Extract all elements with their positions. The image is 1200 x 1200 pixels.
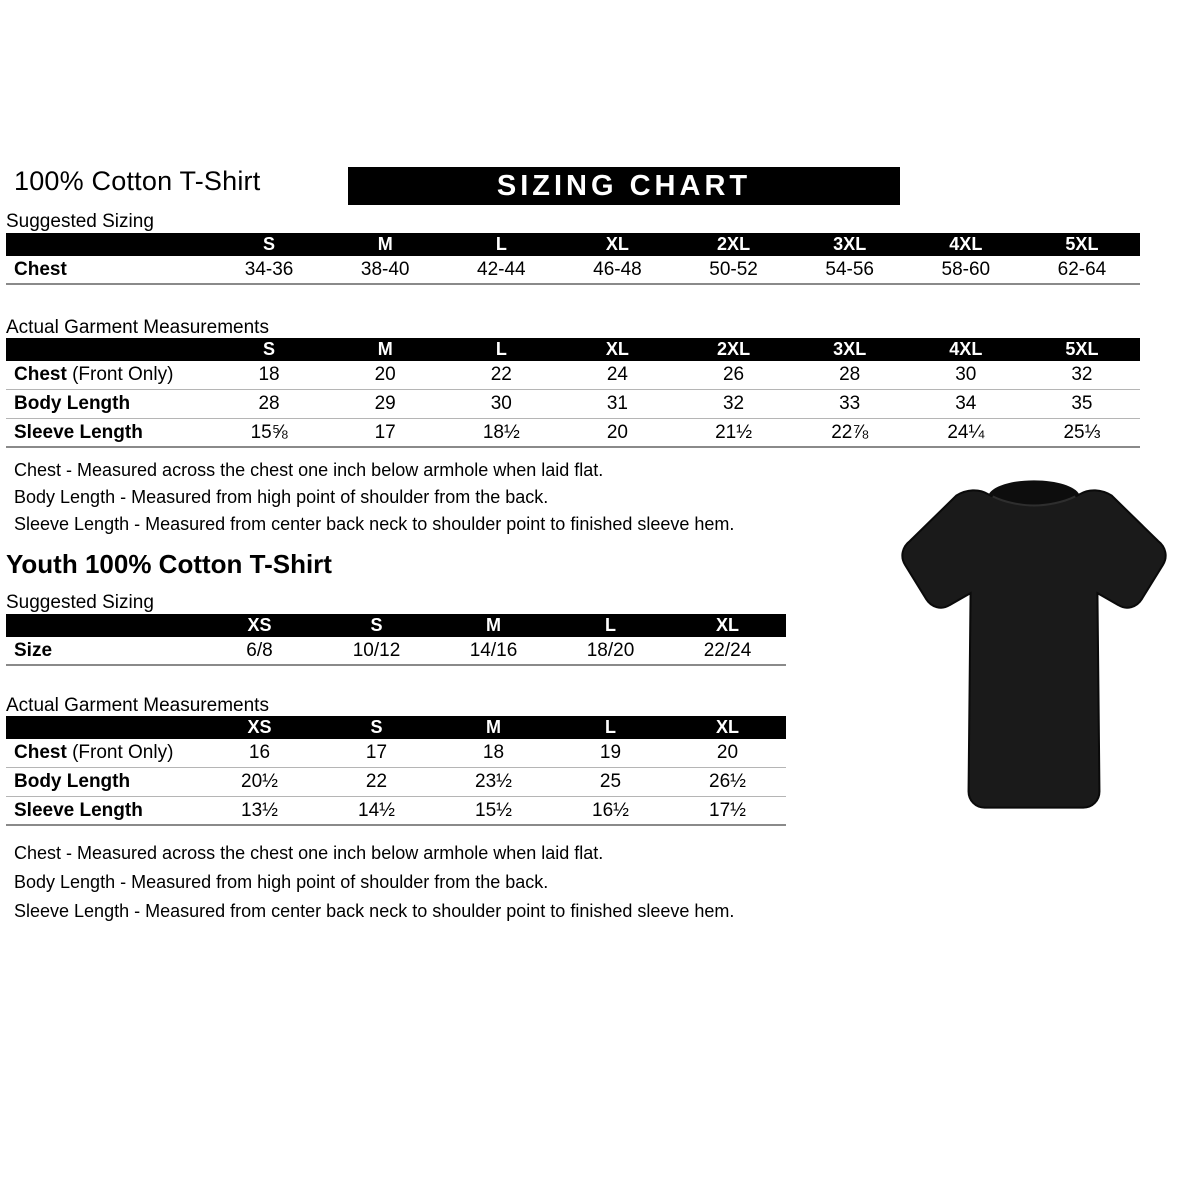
cell: 16½ bbox=[592, 799, 629, 821]
note-line: Sleeve Length - Measured from center back neck to shoulder point to finished sleeve hem. bbox=[14, 514, 735, 534]
table-row bbox=[6, 739, 786, 768]
table-row bbox=[6, 768, 786, 797]
cell: 21½ bbox=[715, 421, 753, 443]
cell: 29 bbox=[374, 393, 396, 414]
note-line: Chest - Measured across the chest one inch below armhole when laid flat. bbox=[14, 460, 604, 480]
note-line: Body Length - Measured from high point of shoulder from the back. bbox=[14, 872, 549, 892]
table-row bbox=[6, 361, 1140, 390]
youth-actual-label: Actual Garment Measurements bbox=[6, 695, 269, 716]
youth-suggested-header-row bbox=[6, 614, 786, 637]
cell: 30 bbox=[955, 364, 977, 385]
header-cell: 4XL bbox=[949, 234, 983, 254]
cell: 31 bbox=[606, 393, 628, 414]
cell: 14/16 bbox=[469, 639, 518, 661]
cell: 15⅝ bbox=[250, 421, 288, 443]
tshirt-image bbox=[888, 474, 1180, 822]
adult-suggested-label: Suggested Sizing bbox=[6, 211, 154, 232]
cell: 16 bbox=[248, 742, 271, 763]
adult-actual-header-row bbox=[6, 338, 1140, 361]
cell: 26 bbox=[722, 364, 745, 385]
adult-actual-table bbox=[6, 338, 1140, 448]
cell: 26½ bbox=[709, 771, 746, 792]
header-cell: M bbox=[486, 717, 501, 737]
cell: 17 bbox=[374, 421, 396, 443]
cell: 33 bbox=[839, 393, 861, 414]
header-cell: XL bbox=[605, 339, 629, 359]
cell: 32 bbox=[722, 393, 745, 414]
adult-suggested-table bbox=[6, 233, 1140, 285]
header-cell: L bbox=[605, 717, 616, 737]
header-cell: 4XL bbox=[949, 339, 983, 359]
cell: 24 bbox=[606, 364, 628, 385]
adult-title: 100% Cotton T-Shirt bbox=[14, 166, 261, 196]
table-row bbox=[6, 797, 786, 826]
cell: 58-60 bbox=[941, 258, 991, 280]
row-label: Sleeve Length bbox=[14, 799, 143, 821]
cell: 18½ bbox=[482, 421, 520, 443]
cell: 13½ bbox=[241, 799, 278, 821]
cell: 42-44 bbox=[477, 258, 526, 280]
cell: 25⅓ bbox=[1063, 421, 1101, 443]
header-cell: L bbox=[495, 339, 507, 359]
cell: 30 bbox=[490, 393, 512, 414]
cell: 20 bbox=[374, 364, 396, 385]
header-cell: XS bbox=[247, 717, 272, 737]
cell: 22 bbox=[365, 771, 388, 792]
cell: 20½ bbox=[241, 771, 278, 792]
header-cell: 2XL bbox=[717, 339, 751, 359]
cell: 22/24 bbox=[703, 639, 752, 661]
table-row bbox=[6, 419, 1140, 448]
header-cell: XL bbox=[715, 615, 739, 635]
header-cell: M bbox=[377, 234, 393, 254]
row-label-main: Chest bbox=[14, 364, 67, 385]
cell: 10/12 bbox=[352, 639, 401, 661]
cell: 34-36 bbox=[244, 258, 294, 280]
cell: 32 bbox=[1071, 364, 1093, 385]
header-cell: XS bbox=[247, 615, 272, 635]
header-cell: 5XL bbox=[1065, 234, 1099, 254]
cell: 34 bbox=[955, 393, 977, 414]
cell: 50-52 bbox=[709, 258, 758, 280]
row-label-main: Chest bbox=[14, 742, 67, 763]
cell: 17½ bbox=[709, 799, 746, 821]
adult-notes bbox=[14, 460, 734, 541]
row-label: Chest bbox=[14, 258, 67, 280]
table-row bbox=[6, 256, 1140, 285]
header-cell: S bbox=[370, 717, 383, 737]
row-label: Sleeve Length bbox=[14, 421, 143, 443]
cell: 54-56 bbox=[825, 258, 874, 280]
row-label: Body Length bbox=[14, 393, 131, 414]
cell: 24¼ bbox=[947, 421, 985, 443]
cell: 18/20 bbox=[586, 639, 635, 661]
cell: 28 bbox=[258, 393, 280, 414]
row-label: Size bbox=[14, 639, 53, 661]
header-cell: 2XL bbox=[717, 234, 751, 254]
header-cell: M bbox=[377, 339, 393, 359]
header-cell: S bbox=[263, 339, 276, 359]
header-cell: S bbox=[370, 615, 383, 635]
cell: 14½ bbox=[358, 799, 395, 821]
cell: 46-48 bbox=[593, 258, 642, 280]
table-row bbox=[6, 637, 786, 666]
header-cell: L bbox=[495, 234, 507, 254]
cell: 6/8 bbox=[246, 639, 273, 661]
note-line: Chest - Measured across the chest one inch below armhole when laid flat. bbox=[14, 843, 604, 863]
row-label bbox=[6, 364, 211, 386]
cell: 35 bbox=[1071, 393, 1093, 414]
table-row bbox=[6, 390, 1140, 419]
header-cell: M bbox=[486, 615, 501, 635]
cell: 22 bbox=[490, 364, 512, 385]
sizing-chart-banner bbox=[348, 167, 900, 205]
cell: 19 bbox=[599, 742, 622, 763]
row-label: Body Length bbox=[14, 771, 131, 792]
tshirt-silhouette bbox=[888, 474, 1180, 822]
row-label-suffix: (Front Only) bbox=[66, 364, 174, 385]
cell: 15½ bbox=[475, 799, 512, 821]
adult-actual-label: Actual Garment Measurements bbox=[6, 317, 269, 338]
header-cell: XL bbox=[715, 717, 739, 737]
cell: 18 bbox=[258, 364, 280, 385]
cell: 62-64 bbox=[1057, 258, 1107, 280]
row-label-suffix: (Front Only) bbox=[66, 742, 174, 763]
cell: 20 bbox=[716, 742, 739, 763]
header-cell: XL bbox=[605, 234, 629, 254]
header-cell: 5XL bbox=[1065, 339, 1099, 359]
cell: 22⅞ bbox=[831, 421, 869, 443]
adult-suggested-header-row bbox=[6, 233, 1140, 256]
header-cell: L bbox=[605, 615, 616, 635]
cell: 38-40 bbox=[360, 258, 410, 280]
cell: 17 bbox=[365, 742, 388, 763]
cell: 18 bbox=[482, 742, 505, 763]
youth-notes bbox=[14, 843, 734, 930]
row-label bbox=[6, 742, 201, 764]
note-line: Sleeve Length - Measured from center back neck to shoulder point to finished sleeve hem. bbox=[14, 901, 735, 921]
cell: 28 bbox=[839, 364, 861, 385]
youth-suggested-label: Suggested Sizing bbox=[6, 592, 154, 613]
sizing-chart-banner-text: SIZING CHART bbox=[496, 169, 752, 202]
header-cell: 3XL bbox=[833, 339, 867, 359]
note-line: Body Length - Measured from high point of shoulder from the back. bbox=[14, 487, 549, 507]
youth-actual-table bbox=[6, 716, 786, 826]
cell: 25 bbox=[599, 771, 622, 792]
header-cell: S bbox=[263, 234, 276, 254]
youth-actual-header-row bbox=[6, 716, 786, 739]
cell: 20 bbox=[606, 421, 628, 443]
header-cell: 3XL bbox=[833, 234, 867, 254]
cell: 23½ bbox=[475, 771, 512, 792]
youth-suggested-table bbox=[6, 614, 786, 666]
youth-title: Youth 100% Cotton T-Shirt bbox=[6, 549, 332, 579]
